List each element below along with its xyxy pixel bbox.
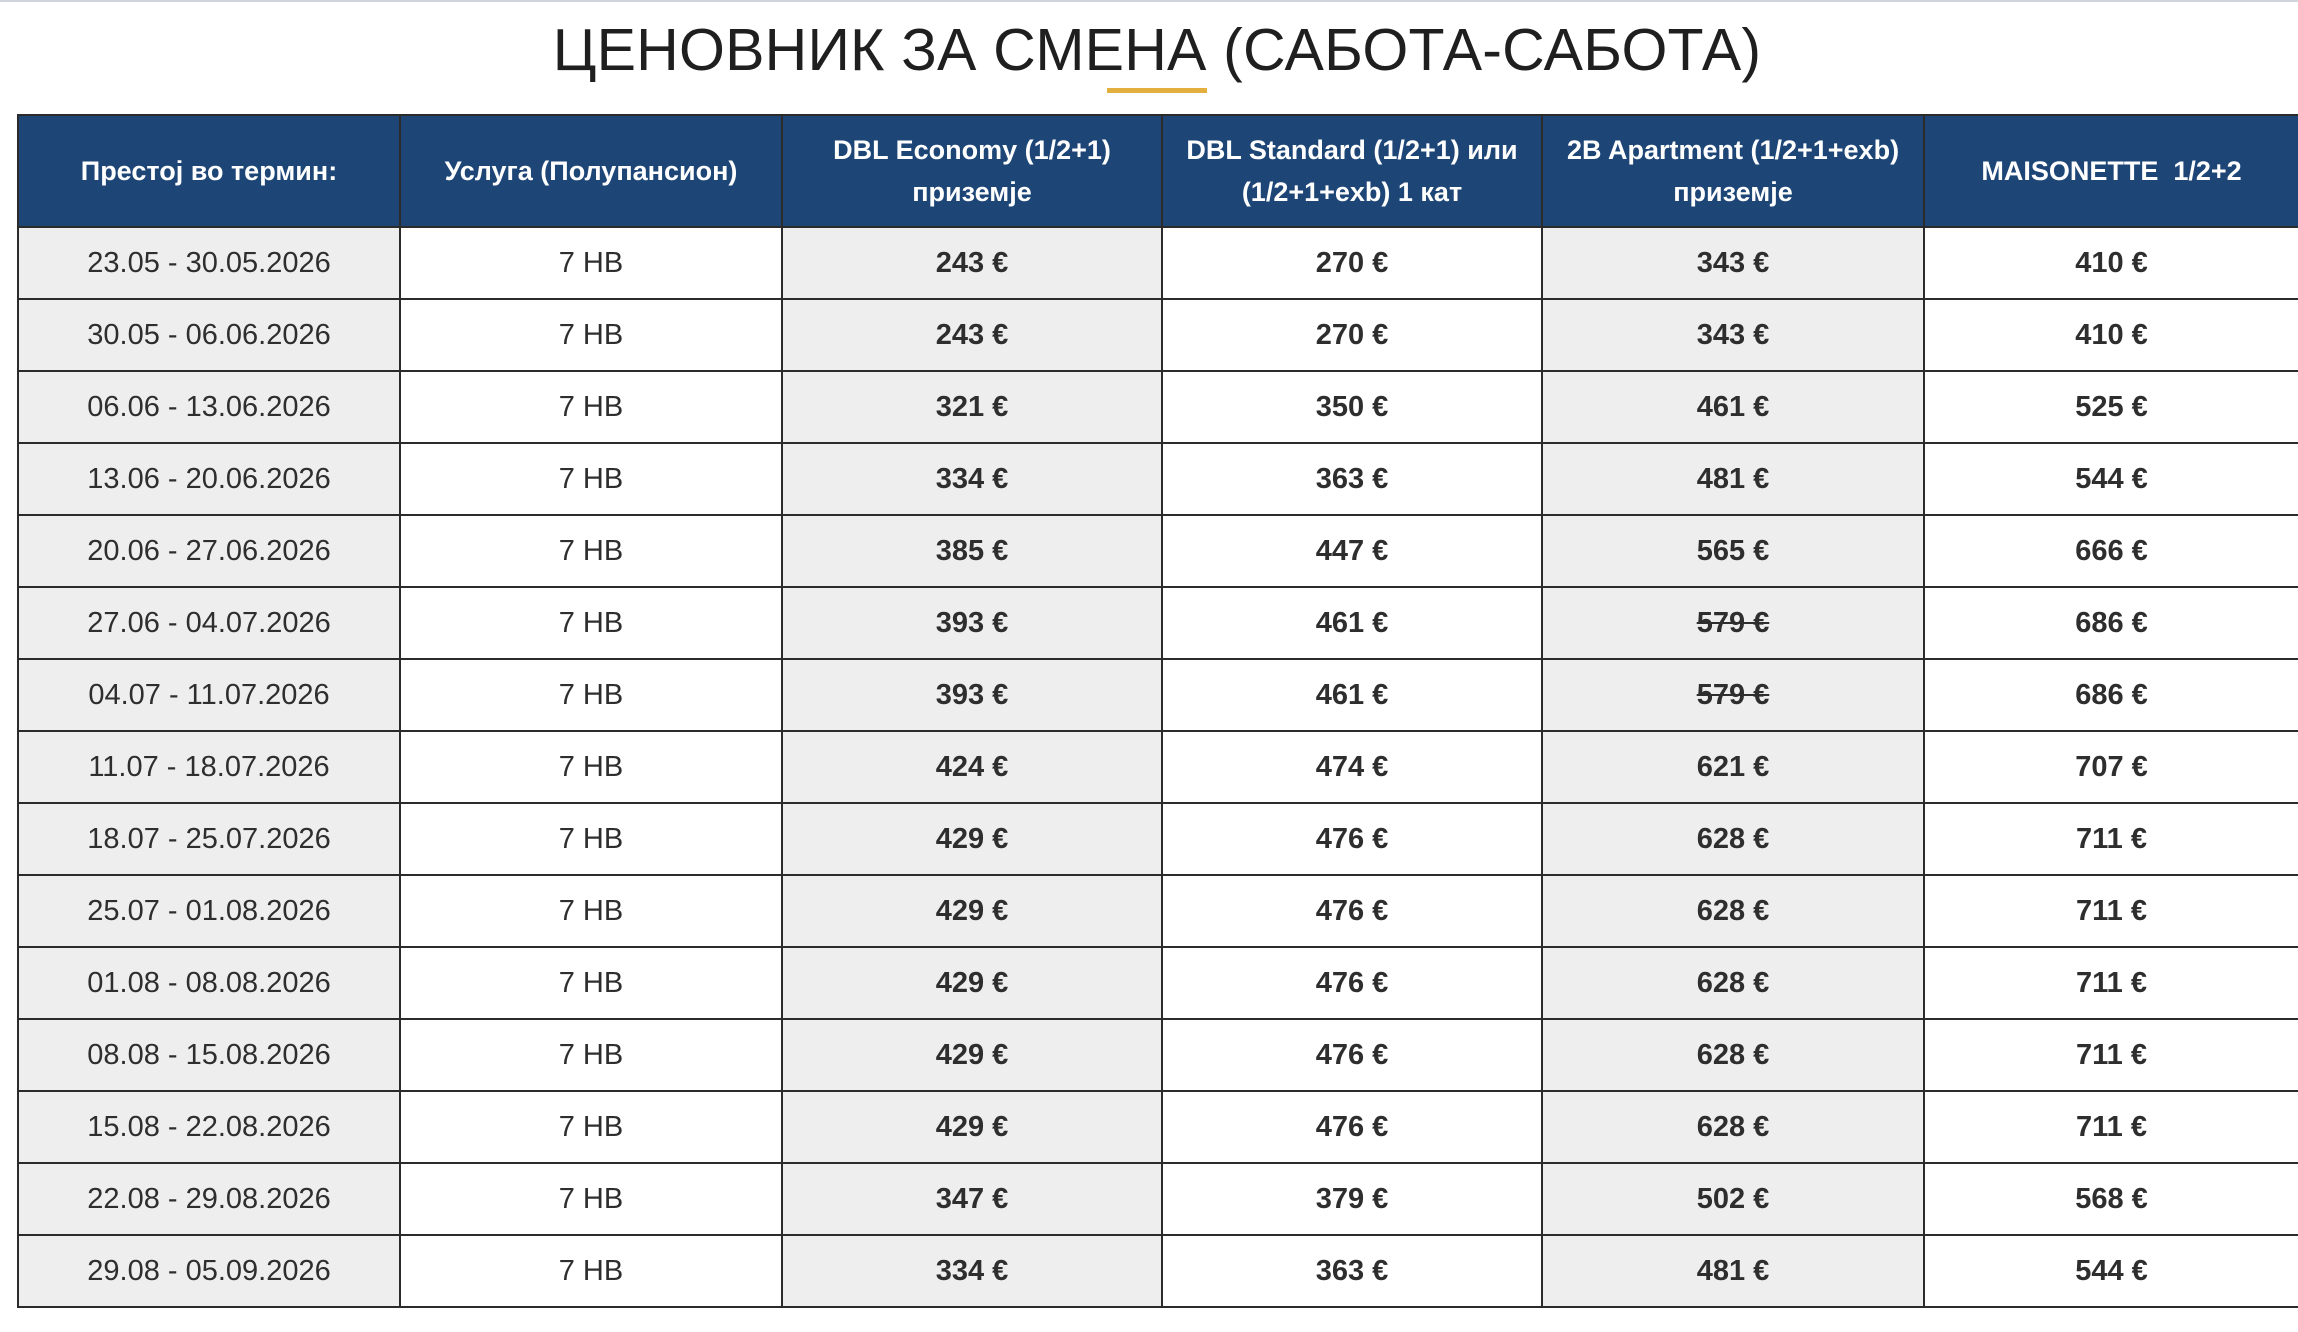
2b-apartment-price: [1542, 227, 1924, 299]
service-cell-text: 7 НВ: [558, 246, 624, 279]
2b-apartment-price-text: 343 €: [1696, 246, 1770, 279]
service-cell: [400, 443, 782, 515]
service-cell: [400, 1091, 782, 1163]
dbl-standard-price-text: 476 €: [1315, 1110, 1389, 1143]
service-cell-text: 7 НВ: [558, 462, 624, 495]
2b-apartment-price: [1542, 443, 1924, 515]
maisonette-price: [1924, 1091, 2298, 1163]
dbl-standard-price-text: 474 €: [1315, 750, 1389, 783]
maisonette-price: [1924, 875, 2298, 947]
dbl-standard-price: [1162, 515, 1542, 587]
dbl-economy-price: [782, 587, 1162, 659]
maisonette-price-text: 666 €: [2075, 534, 2148, 567]
dbl-economy-price-text: 393 €: [935, 678, 1009, 711]
dbl-standard-price-text: 363 €: [1315, 1254, 1389, 1287]
period-cell-text: 25.07 - 01.08.2026: [87, 894, 331, 927]
service-cell: [400, 659, 782, 731]
table-row: [18, 371, 2298, 443]
maisonette-price: [1924, 659, 2298, 731]
dbl-economy-price-text: 429 €: [935, 966, 1009, 999]
2b-apartment-price: [1542, 371, 1924, 443]
service-cell-text: 7 НВ: [558, 1038, 624, 1071]
dbl-economy-price: [782, 227, 1162, 299]
dbl-economy-price: [782, 1235, 1162, 1307]
dbl-standard-price-text: 461 €: [1315, 678, 1389, 711]
service-cell-text: 7 НВ: [558, 390, 624, 423]
maisonette-price-text: 568 €: [2075, 1182, 2148, 1215]
service-cell-text: 7 НВ: [558, 894, 624, 927]
dbl-economy-price: [782, 731, 1162, 803]
period-cell: [18, 1235, 400, 1307]
maisonette-price-text: 711 €: [2076, 1110, 2147, 1143]
period-cell-text: 23.05 - 30.05.2026: [87, 246, 331, 279]
table-row: [18, 587, 2298, 659]
dbl-economy-price-text: 321 €: [935, 390, 1009, 423]
period-cell: [18, 443, 400, 515]
period-cell: [18, 803, 400, 875]
maisonette-price-text: 686 €: [2075, 678, 2148, 711]
service-cell: [400, 875, 782, 947]
title-underline: [1107, 88, 1207, 93]
dbl-economy-price: [782, 299, 1162, 371]
period-cell-text: 29.08 - 05.09.2026: [87, 1254, 331, 1287]
header-dbl-standard: DBL Standard (1/2+1) или (1/2+1+exb) 1 кат: [1162, 115, 1542, 227]
period-cell-text: 18.07 - 25.07.2026: [87, 822, 331, 855]
maisonette-price: [1924, 947, 2298, 1019]
service-cell: [400, 587, 782, 659]
service-cell: [400, 1019, 782, 1091]
dbl-economy-price: [782, 803, 1162, 875]
period-cell-text: 04.07 - 11.07.2026: [88, 678, 330, 711]
dbl-standard-price: [1162, 1019, 1542, 1091]
service-cell-text: 7 НВ: [558, 534, 624, 567]
service-cell: [400, 803, 782, 875]
service-cell-text: 7 НВ: [558, 1110, 624, 1143]
table-header-row: [18, 115, 2298, 227]
period-cell: [18, 659, 400, 731]
service-cell-text: 7 НВ: [558, 606, 624, 639]
2b-apartment-price-text: 628 €: [1696, 966, 1770, 999]
dbl-standard-price: [1162, 731, 1542, 803]
header-service: Услуга (Полупансион): [400, 115, 782, 227]
dbl-standard-price-text: 476 €: [1315, 966, 1389, 999]
period-cell-text: 15.08 - 22.08.2026: [87, 1110, 331, 1143]
header-maisonette: MAISONETTE 1/2+2: [1924, 115, 2298, 227]
header-2b-apartment: 2B Apartment (1/2+1+exb) приземје: [1542, 115, 1924, 227]
dbl-standard-price-text: 363 €: [1315, 462, 1389, 495]
maisonette-price: [1924, 443, 2298, 515]
table-row: [18, 1163, 2298, 1235]
top-divider: [0, 0, 2298, 2]
table-body: [18, 227, 2298, 1307]
2b-apartment-price: [1542, 299, 1924, 371]
service-cell: [400, 1235, 782, 1307]
dbl-economy-price-text: 334 €: [935, 1254, 1009, 1287]
2b-apartment-price: [1542, 1163, 1924, 1235]
maisonette-price: [1924, 1235, 2298, 1307]
maisonette-price: [1924, 371, 2298, 443]
service-cell-text: 7 НВ: [558, 966, 624, 999]
maisonette-price: [1924, 587, 2298, 659]
dbl-standard-price: [1162, 659, 1542, 731]
maisonette-price-text: 544 €: [2075, 1254, 2148, 1287]
service-cell: [400, 227, 782, 299]
2b-apartment-price-text: 628 €: [1696, 1110, 1770, 1143]
service-cell: [400, 299, 782, 371]
period-cell-text: 01.08 - 08.08.2026: [87, 966, 331, 999]
dbl-standard-price: [1162, 1235, 1542, 1307]
maisonette-price-text: 525 €: [2075, 390, 2148, 423]
dbl-economy-price: [782, 947, 1162, 1019]
2b-apartment-price: [1542, 515, 1924, 587]
dbl-standard-price-text: 270 €: [1315, 318, 1389, 351]
dbl-standard-price: [1162, 587, 1542, 659]
table-row: [18, 1091, 2298, 1163]
2b-apartment-price-text: 621 €: [1696, 750, 1770, 783]
dbl-standard-price-text: 476 €: [1315, 822, 1389, 855]
dbl-economy-price: [782, 875, 1162, 947]
maisonette-price: [1924, 515, 2298, 587]
dbl-economy-price-text: 393 €: [935, 606, 1009, 639]
maisonette-price-text: 686 €: [2075, 606, 2148, 639]
price-table: [17, 114, 2298, 1308]
2b-apartment-price-text: 628 €: [1696, 822, 1770, 855]
dbl-economy-price-text: 334 €: [935, 462, 1009, 495]
period-cell: [18, 1163, 400, 1235]
service-cell-text: 7 НВ: [558, 678, 624, 711]
dbl-standard-price-text: 461 €: [1315, 606, 1389, 639]
period-cell: [18, 299, 400, 371]
2b-apartment-price: [1542, 1235, 1924, 1307]
service-cell: [400, 731, 782, 803]
period-cell-text: 27.06 - 04.07.2026: [87, 606, 331, 639]
dbl-standard-price-text: 379 €: [1315, 1182, 1389, 1215]
table-row: [18, 947, 2298, 1019]
2b-apartment-price-text: 481 €: [1696, 1254, 1770, 1287]
dbl-economy-price-text: 429 €: [935, 894, 1009, 927]
period-cell-text: 08.08 - 15.08.2026: [87, 1038, 331, 1071]
dbl-economy-price-text: 429 €: [935, 1110, 1009, 1143]
dbl-standard-price: [1162, 803, 1542, 875]
dbl-economy-price: [782, 1091, 1162, 1163]
maisonette-price: [1924, 1163, 2298, 1235]
period-cell: [18, 587, 400, 659]
2b-apartment-price-text: 628 €: [1696, 894, 1770, 927]
service-cell: [400, 1163, 782, 1235]
table-row: [18, 299, 2298, 371]
table-row: [18, 731, 2298, 803]
2b-apartment-price-text: 461 €: [1696, 390, 1770, 423]
2b-apartment-price: [1542, 1019, 1924, 1091]
maisonette-price-text: 410 €: [2075, 246, 2148, 279]
service-cell-text: 7 НВ: [558, 1182, 624, 1215]
period-cell: [18, 371, 400, 443]
dbl-standard-price-text: 350 €: [1315, 390, 1389, 423]
service-cell-text: 7 НВ: [558, 1254, 624, 1287]
table-row: [18, 875, 2298, 947]
period-cell-text: 22.08 - 29.08.2026: [87, 1182, 331, 1215]
maisonette-price-text: 711 €: [2076, 894, 2147, 927]
service-cell: [400, 515, 782, 587]
period-cell: [18, 515, 400, 587]
page-title: ЦЕНОВНИК ЗА СМЕНА (САБОТА-САБОТА): [552, 17, 1762, 83]
header-period: Престој во термин:: [18, 115, 400, 227]
maisonette-price-text: 711 €: [2076, 822, 2147, 855]
dbl-economy-price: [782, 515, 1162, 587]
maisonette-price: [1924, 1019, 2298, 1091]
table-row: [18, 1019, 2298, 1091]
service-cell-text: 7 НВ: [558, 750, 624, 783]
table-row: [18, 443, 2298, 515]
2b-apartment-price: [1542, 587, 1924, 659]
table-row: [18, 803, 2298, 875]
dbl-economy-price: [782, 659, 1162, 731]
period-cell: [18, 227, 400, 299]
dbl-economy-price-text: 243 €: [935, 318, 1009, 351]
dbl-economy-price-text: 429 €: [935, 1038, 1009, 1071]
maisonette-price-text: 711 €: [2076, 966, 2147, 999]
dbl-standard-price: [1162, 371, 1542, 443]
period-cell: [18, 731, 400, 803]
dbl-standard-price: [1162, 227, 1542, 299]
table-row: [18, 227, 2298, 299]
dbl-economy-price: [782, 1163, 1162, 1235]
table-row: [18, 1235, 2298, 1307]
period-cell: [18, 1091, 400, 1163]
2b-apartment-price-text: 343 €: [1696, 318, 1770, 351]
dbl-standard-price: [1162, 875, 1542, 947]
dbl-standard-price-text: 270 €: [1315, 246, 1389, 279]
period-cell: [18, 1019, 400, 1091]
dbl-standard-price-text: 476 €: [1315, 894, 1389, 927]
dbl-standard-price: [1162, 1091, 1542, 1163]
dbl-standard-price: [1162, 443, 1542, 515]
dbl-standard-price: [1162, 947, 1542, 1019]
period-cell-text: 11.07 - 18.07.2026: [88, 750, 330, 783]
header-dbl-economy: DBL Economy (1/2+1) приземје: [782, 115, 1162, 227]
dbl-standard-price-text: 476 €: [1315, 1038, 1389, 1071]
2b-apartment-price-text: 565 €: [1696, 534, 1770, 567]
maisonette-price: [1924, 227, 2298, 299]
2b-apartment-price: [1542, 659, 1924, 731]
2b-apartment-price: [1542, 803, 1924, 875]
2b-apartment-price-text: 579 €: [1696, 678, 1770, 711]
dbl-standard-price-text: 447 €: [1315, 534, 1389, 567]
period-cell-text: 20.06 - 27.06.2026: [87, 534, 331, 567]
2b-apartment-price-text: 628 €: [1696, 1038, 1770, 1071]
service-cell: [400, 371, 782, 443]
maisonette-price: [1924, 731, 2298, 803]
dbl-economy-price-text: 424 €: [935, 750, 1009, 783]
dbl-standard-price: [1162, 1163, 1542, 1235]
dbl-economy-price: [782, 1019, 1162, 1091]
2b-apartment-price-text: 579 €: [1696, 606, 1770, 639]
2b-apartment-price: [1542, 1091, 1924, 1163]
period-cell-text: 13.06 - 20.06.2026: [87, 462, 331, 495]
service-cell: [400, 947, 782, 1019]
dbl-economy-price-text: 429 €: [935, 822, 1009, 855]
dbl-economy-price-text: 385 €: [935, 534, 1009, 567]
table-row: [18, 515, 2298, 587]
dbl-economy-price-text: 243 €: [935, 246, 1009, 279]
maisonette-price: [1924, 803, 2298, 875]
dbl-economy-price: [782, 443, 1162, 515]
table-row: [18, 659, 2298, 731]
dbl-economy-price-text: 347 €: [935, 1182, 1009, 1215]
dbl-economy-price: [782, 371, 1162, 443]
2b-apartment-price-text: 481 €: [1696, 462, 1770, 495]
maisonette-price-text: 711 €: [2076, 1038, 2147, 1071]
maisonette-price-text: 410 €: [2075, 318, 2148, 351]
2b-apartment-price-text: 502 €: [1696, 1182, 1770, 1215]
maisonette-price-text: 544 €: [2075, 462, 2148, 495]
service-cell-text: 7 НВ: [558, 822, 624, 855]
maisonette-price: [1924, 299, 2298, 371]
2b-apartment-price: [1542, 731, 1924, 803]
maisonette-price-text: 707 €: [2075, 750, 2148, 783]
period-cell: [18, 947, 400, 1019]
dbl-standard-price: [1162, 299, 1542, 371]
period-cell: [18, 875, 400, 947]
2b-apartment-price: [1542, 875, 1924, 947]
period-cell-text: 30.05 - 06.06.2026: [87, 318, 331, 351]
period-cell-text: 06.06 - 13.06.2026: [87, 390, 331, 423]
2b-apartment-price: [1542, 947, 1924, 1019]
service-cell-text: 7 НВ: [558, 318, 624, 351]
